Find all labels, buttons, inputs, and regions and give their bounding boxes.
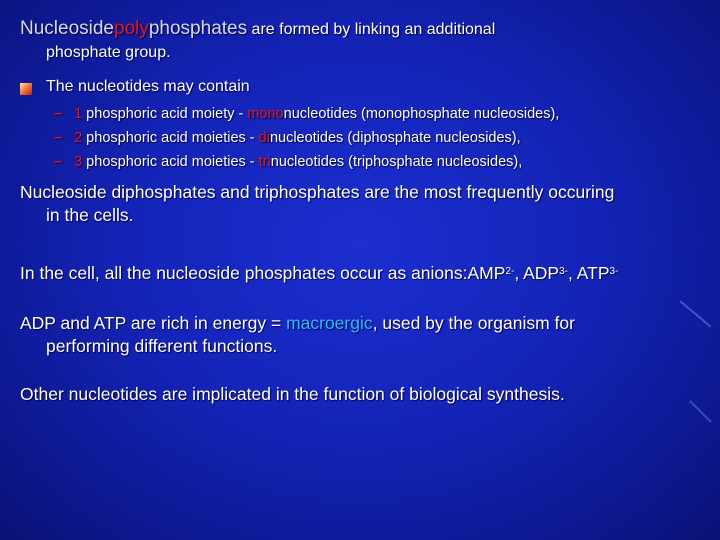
dash-bullet: – xyxy=(54,130,63,146)
list-item xyxy=(54,104,559,124)
synthesis-paragraph: Other nucleotides are implicated in the function of biological synthesis. xyxy=(20,384,565,404)
frequency-line2: in the cells. xyxy=(46,205,134,225)
nucleotides-contain-text: The nucleotides may contain xyxy=(46,78,250,95)
list-term: nucleotides (diphosphate nucleosides), xyxy=(269,130,521,146)
adp-charge: 3- xyxy=(559,266,568,277)
atp-charge: 3- xyxy=(609,266,619,277)
energy-post: , used by the organism for xyxy=(372,313,575,333)
list-prefix: mono xyxy=(247,106,284,122)
list-num: 1 xyxy=(74,106,83,122)
frequency-paragraph xyxy=(20,181,710,227)
anions-paragraph xyxy=(20,262,710,285)
list-term: nucleotides (triphosphate nucleosides), xyxy=(270,154,523,170)
dash-bullet: – xyxy=(54,106,63,122)
list-prefix: di xyxy=(258,130,270,146)
adp-text: , ADP xyxy=(514,263,560,283)
term-macroergic: macroergic xyxy=(286,313,373,333)
list-num: 3 xyxy=(74,154,83,170)
term-poly: poly xyxy=(114,18,149,39)
square-bullet-icon xyxy=(20,83,32,95)
anions-text: In the cell, all the nucleoside phosphates occur as anions:AMP xyxy=(20,263,506,283)
amp-charge: 2- xyxy=(505,266,515,277)
list-prefix: tri xyxy=(258,154,271,170)
list-term: nucleotides (monophosphate nucleosides), xyxy=(283,106,560,122)
atp-text: , ATP xyxy=(568,263,610,283)
intro-line2: phosphate group. xyxy=(46,44,171,61)
energy-pre: ADP and ATP are rich in energy = xyxy=(20,313,287,333)
list-desc: phosphoric acid moiety - xyxy=(82,106,248,122)
frequency-line1: Nucleoside diphosphates and triphosphates are the most frequently occuring xyxy=(20,182,615,202)
list-item xyxy=(54,128,521,148)
list-desc: phosphoric acid moieties - xyxy=(82,130,259,146)
term-nucleoside: Nucleoside xyxy=(20,18,114,39)
intro-rest: are formed by linking an additional xyxy=(247,21,496,38)
energy-line2: performing different functions. xyxy=(46,336,278,356)
dash-bullet: – xyxy=(54,154,63,170)
term-phosphates: phosphates xyxy=(148,18,248,39)
list-item xyxy=(54,152,522,172)
list-num: 2 xyxy=(74,130,83,146)
intro-paragraph xyxy=(20,18,710,64)
energy-paragraph xyxy=(20,312,710,358)
list-desc: phosphoric acid moieties - xyxy=(82,154,259,170)
